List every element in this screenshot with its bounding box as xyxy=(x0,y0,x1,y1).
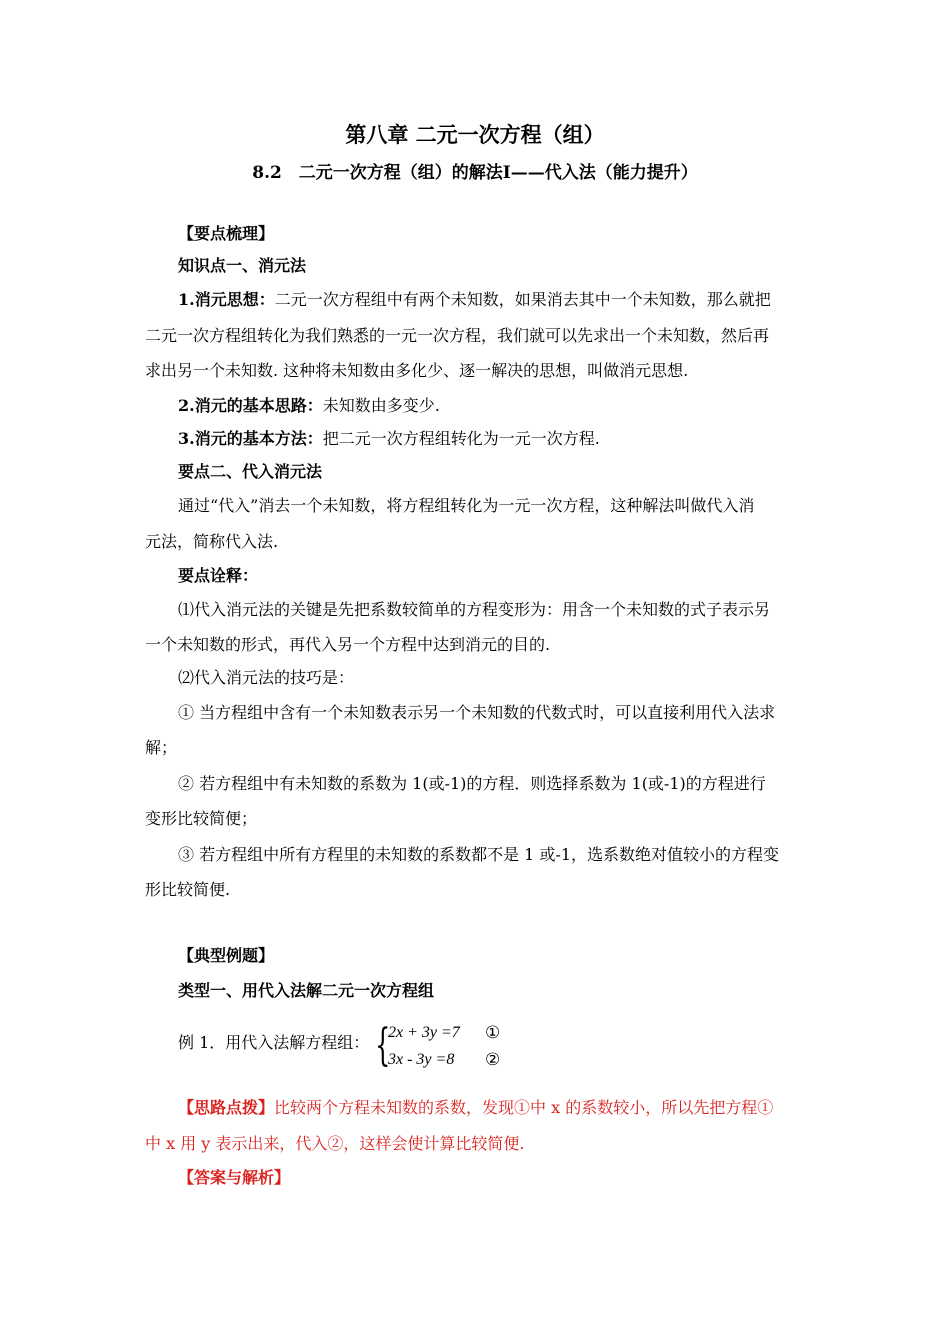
key-point-2-line-2: 元法，简称代入法. xyxy=(145,532,279,551)
tip-3-line-2: 形比较简便. xyxy=(145,880,231,899)
equation-1: 2x + 3y =7 xyxy=(388,1024,460,1041)
equation-system xyxy=(375,1020,515,1076)
tip-3-line-1: ③ 若方程组中所有方程里的未知数的系数都不是 1 或-1，选系数绝对值较小的方程变 xyxy=(178,845,780,864)
examples-heading: 【典型例题】 xyxy=(178,946,275,965)
key-points-heading: 【要点梳理】 xyxy=(178,224,275,243)
tip-1-line-2: 解； xyxy=(145,738,178,757)
chapter-title: 第八章 二元一次方程（组） xyxy=(345,122,605,147)
tip-2-line-1: ② 若方程组中有未知数的系数为 1(或-1)的方程．则选择系数为 1(或-1)的方程进行 xyxy=(178,774,766,793)
knowledge-point-1-heading: 知识点一、消元法 xyxy=(178,256,307,275)
key-point-2-heading: 要点二、代入消元法 xyxy=(178,462,323,481)
answer-label: 【答案与解析】 xyxy=(178,1168,291,1187)
paragraph-1-line-3: 求出另一个未知数. 这种将未知数由多化少、逐一解决的思想，叫做消元思想. xyxy=(145,361,689,380)
hint-label: 【思路点拨】 xyxy=(178,1098,275,1117)
hint-line-2: 中 x 用 y 表示出来，代入②，这样会使计算比较简便. xyxy=(145,1134,525,1153)
equation-2-number: ② xyxy=(485,1050,501,1070)
hint-text: 比较两个方程未知数的系数，发现①中 x 的系数较小，所以先把方程① xyxy=(274,1098,774,1117)
tip-1-line-1: ① 当方程组中含有一个未知数表示另一个未知数的代数式时，可以直接利用代入法求 xyxy=(178,703,776,722)
type-1-heading: 类型一、用代入法解二元一次方程组 xyxy=(178,981,435,1000)
left-brace: { xyxy=(375,1020,391,1071)
paragraph-1-line-1 xyxy=(178,290,771,310)
note-2: ⑵代入消元法的技巧是： xyxy=(178,668,355,687)
paragraph-3 xyxy=(178,429,600,449)
note-1-line-1: ⑴代入消元法的关键是先把系数较简单的方程变形为：用含一个未知数的式子表示另 xyxy=(178,600,771,619)
paragraph-2-label: 2.消元的基本思路： xyxy=(178,396,323,415)
paragraph-1-label: 1.消元思想： xyxy=(178,290,275,309)
section-subtitle: 8.2 二元一次方程（组）的解法Ⅰ——代入法（能力提升） xyxy=(252,163,698,183)
key-point-2-line-1: 通过“代入”消去一个未知数，将方程组转化为一元一次方程，这种解法叫做代入消 xyxy=(178,496,755,515)
example-1-label: 例 1．用代入法解方程组： xyxy=(178,1033,370,1052)
paragraph-1-line-2: 二元一次方程组转化为我们熟悉的一元一次方程，我们就可以先求出一个未知数，然后再 xyxy=(145,326,770,345)
hint-line-1 xyxy=(178,1098,773,1118)
equation-2: 3x - 3y =8 xyxy=(388,1051,455,1068)
paragraph-2-text: 未知数由多变少. xyxy=(322,396,440,415)
paragraph-1-text: 二元一次方程组中有两个未知数，如果消去其中一个未知数，那么就把 xyxy=(274,290,771,309)
tip-2-line-2: 变形比较简便； xyxy=(145,809,258,828)
paragraph-3-label: 3.消元的基本方法： xyxy=(178,429,323,448)
paragraph-2 xyxy=(178,396,440,416)
equation-1-number: ① xyxy=(485,1023,501,1043)
note-1-line-2: 一个未知数的形式，再代入另一个方程中达到消元的目的. xyxy=(145,635,551,654)
paragraph-3-text: 把二元一次方程组转化为一元一次方程. xyxy=(322,429,600,448)
note-heading: 要点诠释： xyxy=(178,566,259,585)
